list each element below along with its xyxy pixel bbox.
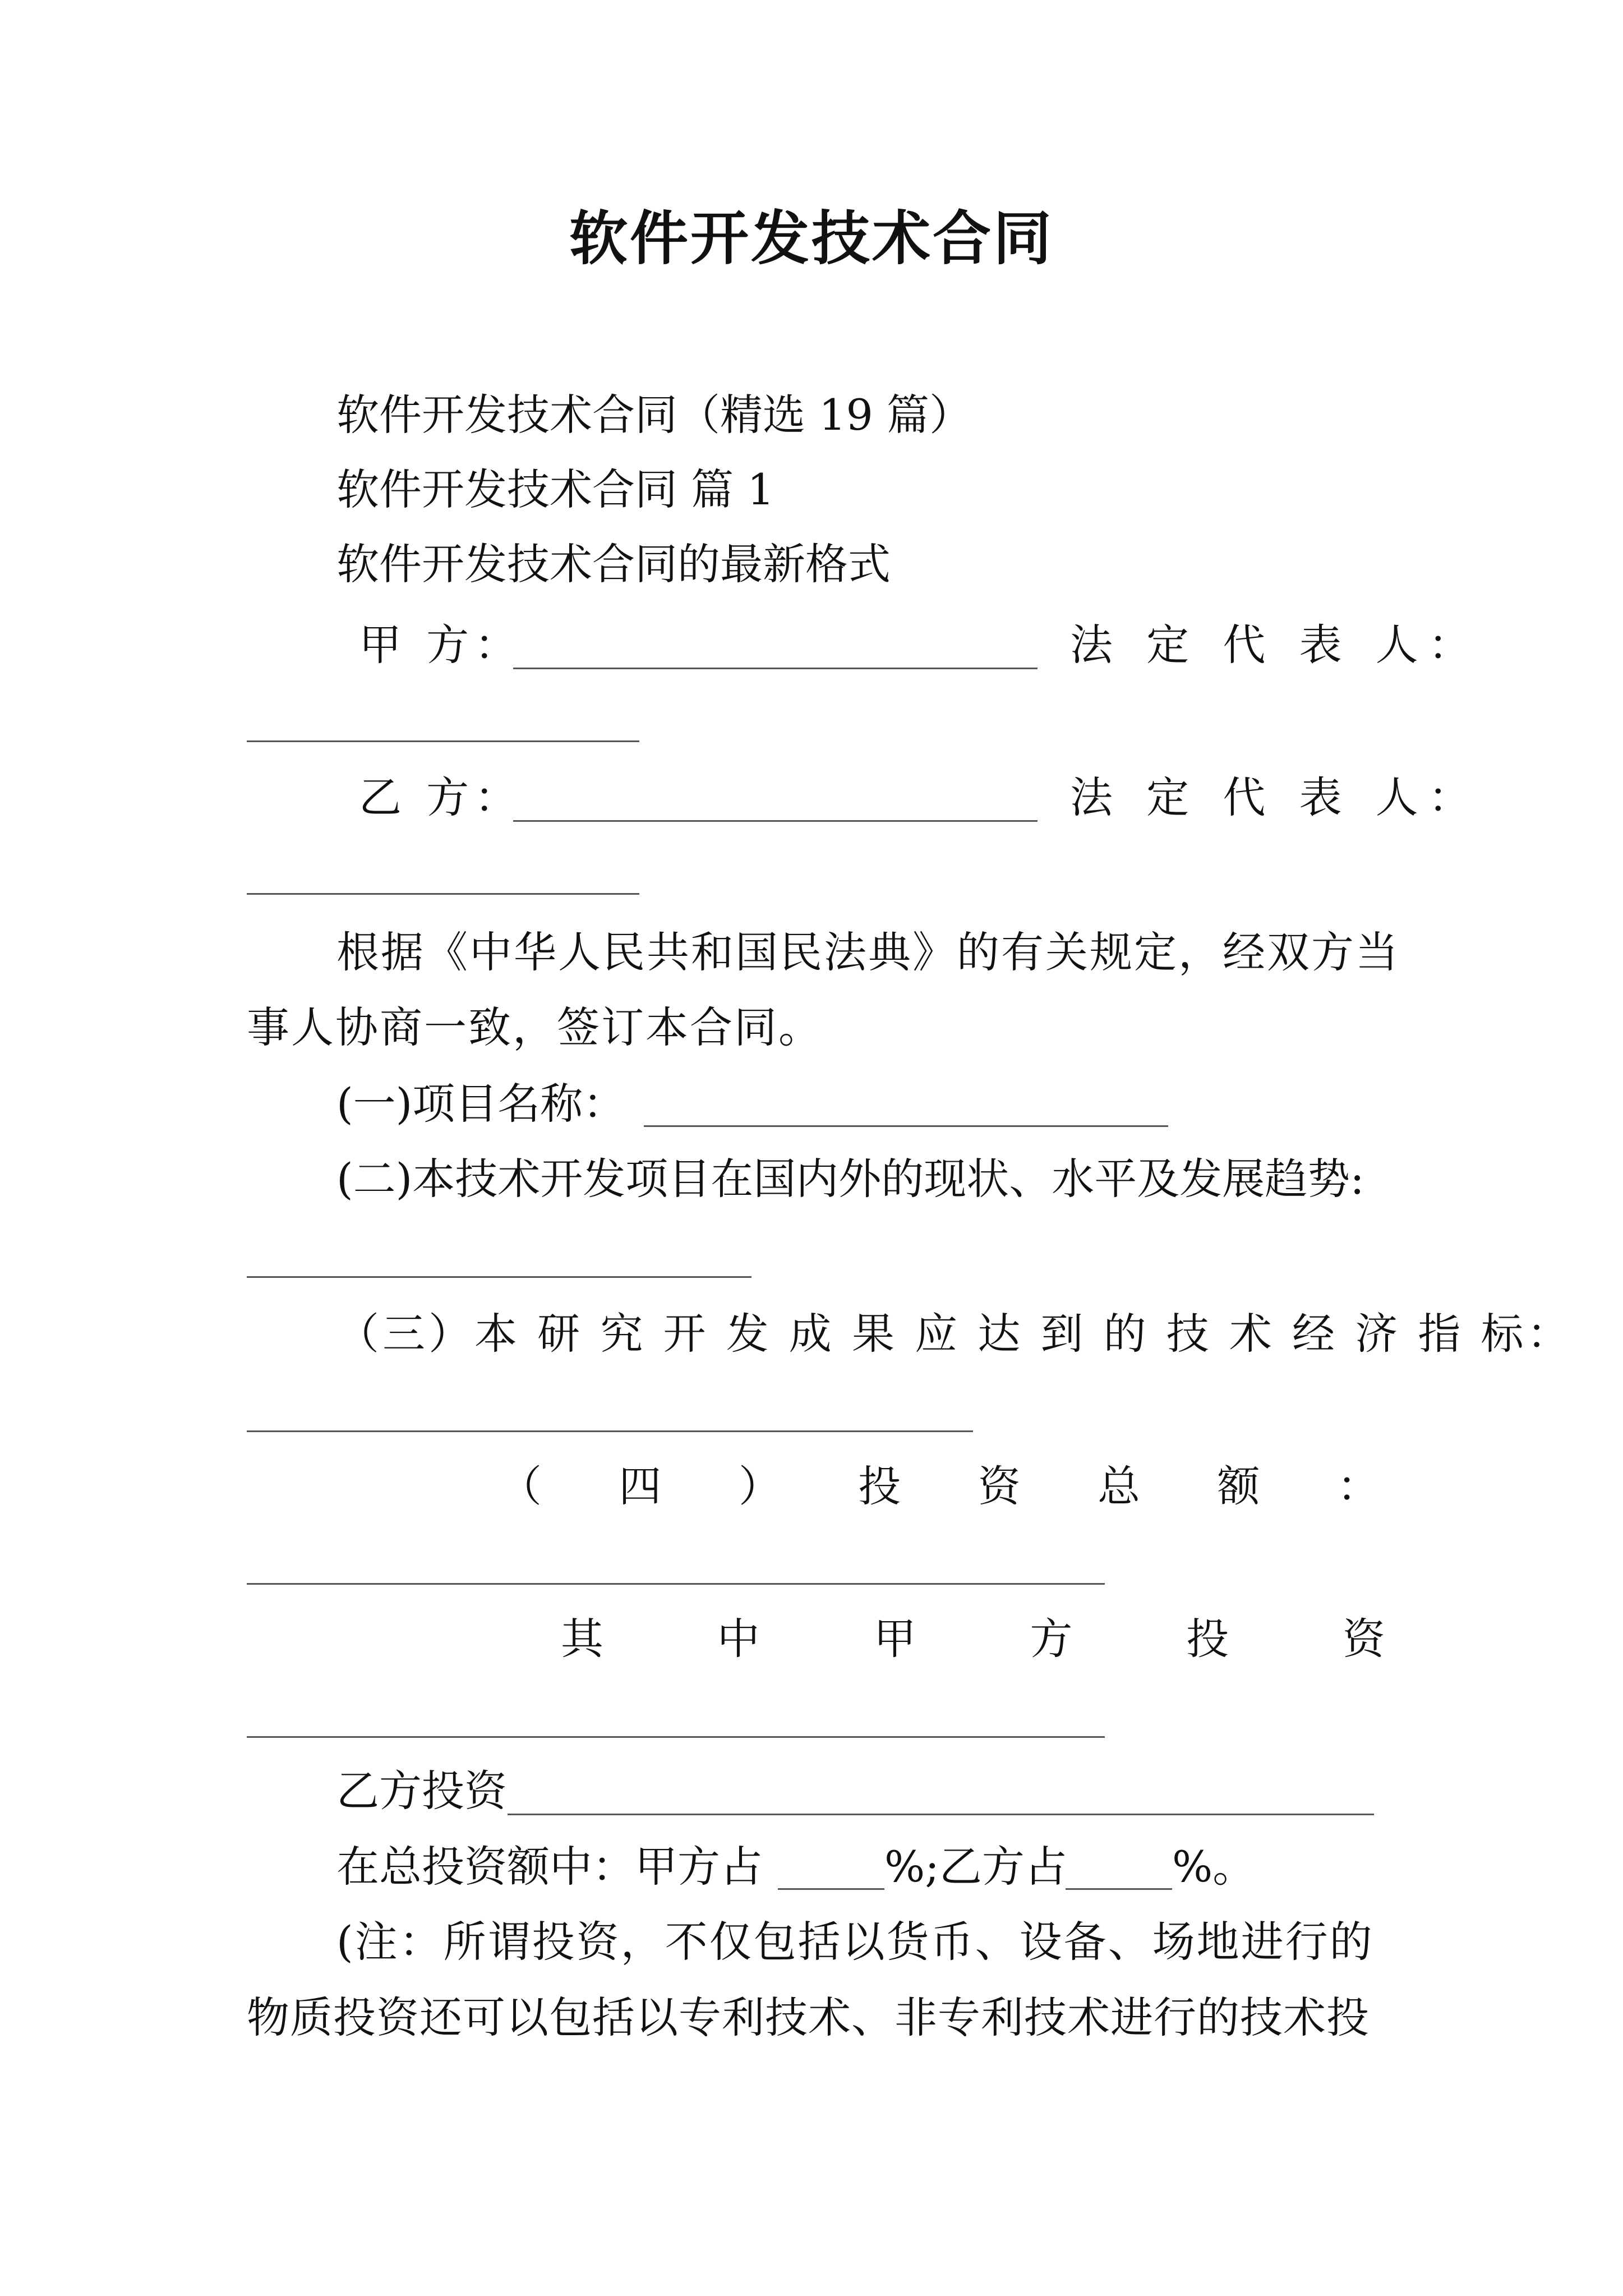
party-a-invest-blank <box>247 1736 1105 1738</box>
item-1-label: (一)项目名称： <box>336 1079 626 1129</box>
document-title: 软件开发技术合同 <box>569 204 1054 273</box>
party-a-invest-char: 资 <box>1342 1614 1385 1664</box>
item-2-blank <box>247 1276 751 1278</box>
item-4-char: 四 <box>619 1461 662 1511</box>
party-a-invest-char: 甲 <box>873 1614 916 1664</box>
item-3-blank <box>247 1430 973 1432</box>
item-4-char: 投 <box>858 1461 901 1511</box>
party-b-legal-rep-label: 法 定 代 表 人： <box>1070 772 1481 822</box>
item-4-char: （ <box>499 1461 542 1511</box>
share-prefix: 在总投资额中：甲方占 <box>336 1842 763 1892</box>
party-a-invest-char: 投 <box>1186 1614 1229 1664</box>
item-3-label: （三）本 研 究 开 发 成 果 应 达 到 的 技 术 经 济 指 标： <box>336 1309 1573 1359</box>
party-b-invest-label: 乙方投资 <box>336 1766 507 1816</box>
party-a-label: 甲 方： <box>359 620 523 670</box>
item-4-char: ： <box>1336 1461 1380 1511</box>
item-1-blank <box>644 1125 1168 1127</box>
party-a-invest-char: 方 <box>1030 1614 1073 1664</box>
item-4-char: 总 <box>1098 1461 1141 1511</box>
party-b-label: 乙 方： <box>359 772 523 822</box>
party-a-blank <box>513 668 1038 669</box>
document-subtitle: 软件开发技术合同（精选 19 篇） <box>336 390 972 440</box>
party-a-invest-char: 中 <box>717 1614 760 1664</box>
item-4-char: 额 <box>1217 1461 1260 1511</box>
item-4-char: ） <box>738 1461 781 1511</box>
party-a-share-blank <box>778 1888 884 1890</box>
note-line-2: 物质投资还可以包括以专利技术、非专利技术进行的技术投 <box>247 1993 1370 2042</box>
item-4-label <box>499 1458 1380 1515</box>
party-b-legal-rep-blank <box>247 893 639 895</box>
party-a-invest-char: 其 <box>561 1614 603 1664</box>
format-heading: 软件开发技术合同的最新格式 <box>336 539 891 589</box>
item-4-blank <box>247 1583 1105 1585</box>
note-line-1: (注：所谓投资，不仅包括以货币、设备、场地进行的 <box>336 1917 1374 1967</box>
intro-line-2: 事人协商一致，签订本合同。 <box>247 1002 823 1052</box>
party-a-legal-rep-blank <box>247 740 639 742</box>
chapter-heading: 软件开发技术合同 篇 1 <box>336 464 774 514</box>
item-4-char: 资 <box>978 1461 1021 1511</box>
item-2-label: (二)本技术开发项目在国内外的现状、水平及发展趋势: <box>336 1154 1364 1204</box>
party-b-invest-blank <box>508 1814 1374 1815</box>
party-b-blank <box>513 820 1038 822</box>
party-a-invest-label <box>561 1611 1385 1667</box>
party-a-legal-rep-label: 法 定 代 表 人： <box>1070 620 1481 670</box>
party-b-share-blank <box>1066 1888 1172 1890</box>
share-mid: %;乙方占 <box>884 1842 1067 1892</box>
intro-line-1: 根据《中华人民共和国民法典》的有关规定，经双方当 <box>336 927 1400 977</box>
share-suffix: %。 <box>1172 1842 1256 1892</box>
